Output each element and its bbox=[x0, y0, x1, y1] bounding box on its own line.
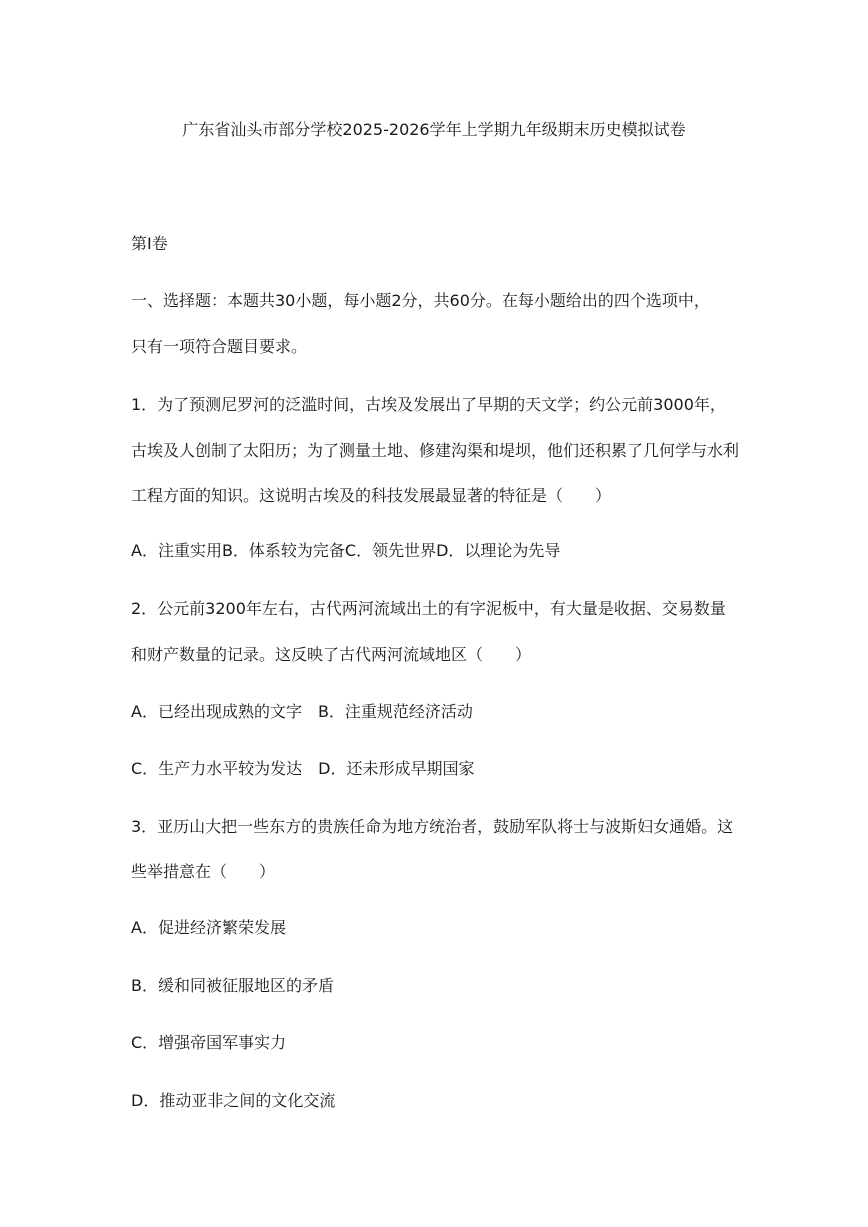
question-3-stem-line: 些举措意在（ ） bbox=[131, 862, 276, 881]
question-2-stem-line: 2．公元前3200年左右，古代两河流域出土的有字泥板中，有大量是收据、交易数量 bbox=[131, 599, 726, 618]
question-2-option-line: C．生产力水平较为发达 D．还未形成早期国家 bbox=[131, 759, 475, 778]
exam-title: 广东省汕头市部分学校2025-2026学年上学期九年级期末历史模拟试卷 bbox=[182, 120, 686, 139]
question-1-stem-line: 工程方面的知识。这说明古埃及的科技发展最显著的特征是（ ） bbox=[131, 486, 612, 505]
volume-heading: 第I卷 bbox=[131, 234, 168, 253]
question-1-stem-line: 古埃及人创制了太阳历；为了测量土地、修建沟渠和堤坝，他们还积累了几何学与水利 bbox=[131, 441, 740, 460]
question-1-options: A．注重实用B．体系较为完备C．领先世界D．以理论为先导 bbox=[131, 541, 561, 560]
instruction-line: 一、选择题：本题共30小题，每小题2分，共60分。在每小题给出的四个选项中， bbox=[131, 291, 710, 310]
question-3-option-c: C．增强帝国军事实力 bbox=[131, 1033, 287, 1052]
question-2-option-line: A．已经出现成熟的文字 B．注重规范经济活动 bbox=[131, 702, 473, 721]
question-3-option-b: B．缓和同被征服地区的矛盾 bbox=[131, 976, 334, 995]
question-3-option-d: D．推动亚非之间的文化交流 bbox=[131, 1091, 336, 1110]
question-1-stem-line: 1．为了预测尼罗河的泛滥时间，古埃及发展出了早期的天文学；约公元前3000年， bbox=[131, 395, 726, 414]
question-3-stem-line: 3．亚历山大把一些东方的贵族任命为地方统治者，鼓励军队将士与波斯妇女通婚。这 bbox=[131, 817, 734, 836]
instruction-line: 只有一项符合题目要求。 bbox=[131, 337, 308, 356]
question-3-option-a: A．促进经济繁荣发展 bbox=[131, 918, 286, 937]
question-2-stem-line: 和财产数量的记录。这反映了古代两河流域地区（ ） bbox=[131, 645, 532, 664]
